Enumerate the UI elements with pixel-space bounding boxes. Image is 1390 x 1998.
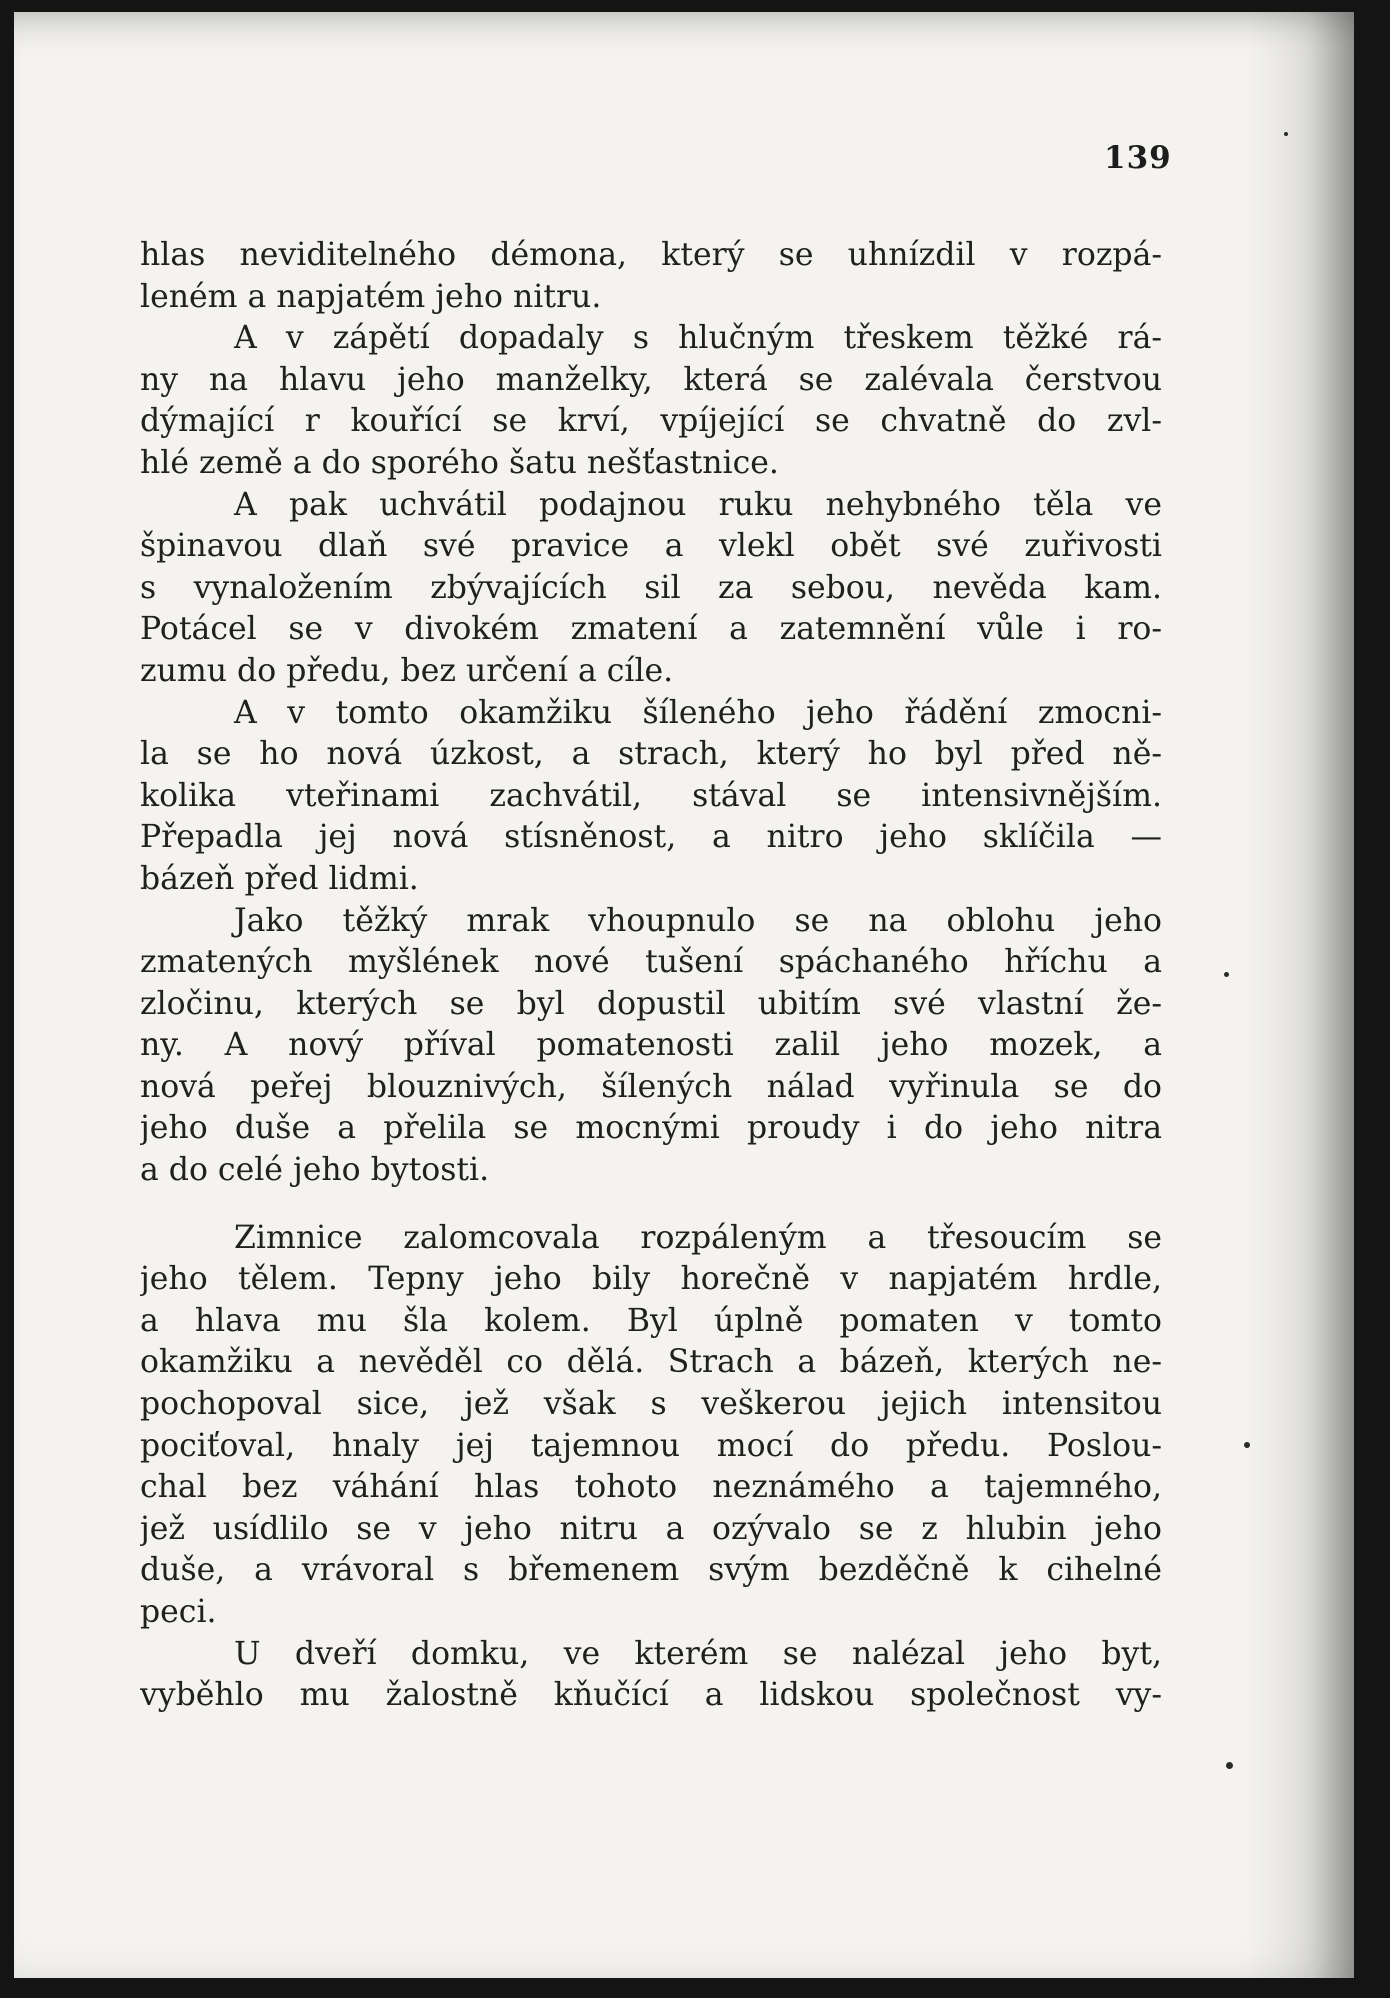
speck — [1224, 972, 1229, 977]
text-line: peci. — [140, 1594, 217, 1630]
text-line: nová peřej blouznivých, šílených nálad vyřinula se do — [140, 1068, 1162, 1105]
text-line: Zimnice zalomcovala rozpáleným a třesoucím se — [234, 1219, 1162, 1256]
text-line: zumu do předu, bez určení a cíle. — [140, 652, 674, 689]
text-line: vyběhlo mu žalostně kňučící a lidskou společnost vy- — [140, 1677, 1162, 1714]
text-line: bázeň před lidmi. — [140, 860, 419, 897]
text-line: Jako těžký mrak vhoupnulo se na oblohu jeho — [234, 902, 1162, 939]
book-page — [14, 12, 1354, 1978]
text-line: ny na hlavu jeho manželky, která se zalévala čerstvou — [140, 361, 1162, 398]
text-line: Přepadla jej nová stísněnost, a nitro jeho sklíčila — — [140, 819, 1162, 856]
text-line: leném a napjatém jeho nitru. — [140, 278, 602, 315]
text-line: jeho tělem. Tepny jeho bily horečně v napjatém hrdle, — [140, 1261, 1162, 1298]
speck — [1284, 132, 1288, 136]
text-line: Potácel se v divokém zmatení a zatemnění vůle i ro- — [140, 611, 1162, 648]
text-line: duše, a vrávoral s břemenem svým bezděčně k cihelné — [140, 1552, 1162, 1589]
text-line: hlé země a do sporého šatu nešťastnice. — [140, 444, 779, 481]
text-line: dýmající r kouřící se krví, vpíjející se chvatně do zvl- — [140, 403, 1162, 440]
text-line: la se ho nová úzkost, a strach, který ho byl před ně- — [140, 736, 1162, 773]
text-line: a hlava mu šla kolem. Byl úplně pomaten v tomto — [140, 1302, 1162, 1339]
text-line: chal bez váhání hlas tohoto neznámého a tajemného, — [140, 1469, 1162, 1506]
text-line: U dveří domku, ve kterém se nalézal jeho byt, — [234, 1635, 1162, 1672]
page-number: 139 — [1104, 140, 1172, 176]
paragraph-gap — [140, 1192, 1162, 1218]
page-edge-shadow — [1244, 12, 1354, 1978]
text-line: pociťoval, hnaly jej tajemnou mocí do předu. Poslou- — [140, 1427, 1162, 1464]
text-line: pochopoval sice, jež však s veškerou jejich intensitou — [140, 1386, 1162, 1423]
text-line: zmatených myšlének nové tušení spáchaného hříchu a — [140, 944, 1162, 981]
text-line: zločinu, kterých se byl dopustil ubitím své vlastní že- — [140, 985, 1162, 1022]
text-line: ny. A nový příval pomatenosti zalil jeho mozek, a — [140, 1027, 1162, 1064]
text-line: A v zápětí dopadaly s hlučným třeskem těžké rá- — [234, 320, 1162, 357]
text-line: A pak uchvátil podajnou ruku nehybného těla ve — [234, 486, 1162, 523]
text-line: jeho duše a přelila se mocnými proudy i do jeho nitra — [140, 1110, 1162, 1147]
text-line: kolika vteřinami zachvátil, stával se intensivnějším. — [140, 777, 1162, 814]
text-line: a do celé jeho bytosti. — [140, 1152, 490, 1189]
body-text — [140, 235, 1162, 1717]
text-line: hlas neviditelného démona, který se uhnízdil v rozpá- — [140, 237, 1162, 273]
text-line: A v tomto okamžiku šíleného jeho řádění zmocni- — [234, 694, 1162, 731]
text-line: špinavou dlaň své pravice a vlekl obět své zuřivosti — [140, 528, 1162, 565]
text-line: s vynaložením zbývajících sil za sebou, nevěda kam. — [140, 569, 1162, 606]
speck — [1226, 1762, 1233, 1769]
text-line: okamžiku a nevěděl co dělá. Strach a bázeň, kterých ne- — [140, 1344, 1162, 1381]
speck — [1244, 1442, 1250, 1448]
text-line: jež usídlilo se v jeho nitru a ozývalo se z hlubin jeho — [140, 1510, 1162, 1547]
